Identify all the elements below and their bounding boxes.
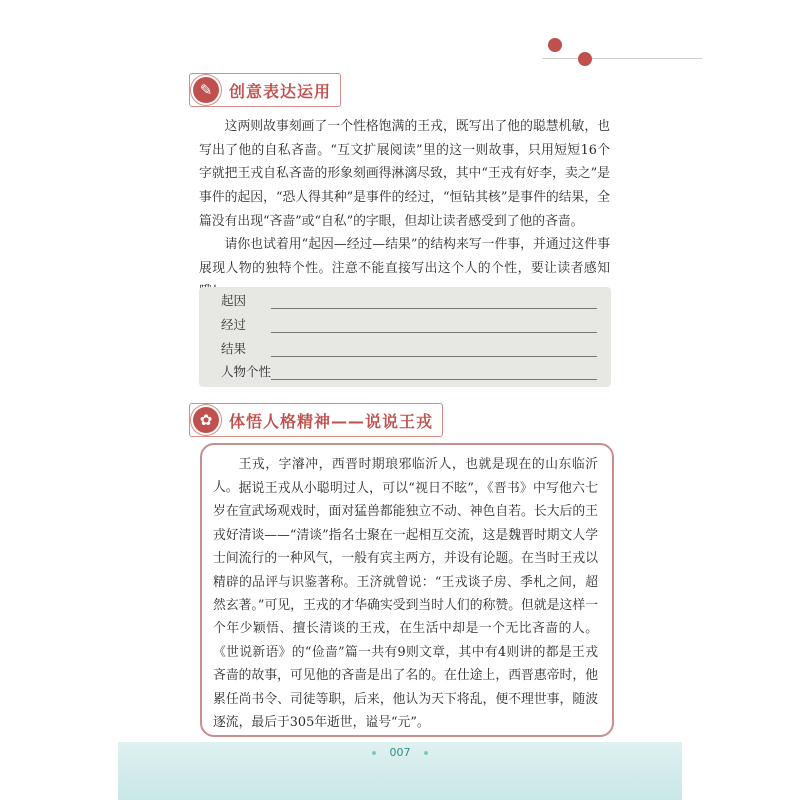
answer-line[interactable] — [271, 365, 597, 380]
brush-icon: ✎ — [193, 77, 219, 103]
answer-line[interactable] — [271, 294, 597, 309]
form-label: 起因 — [221, 293, 247, 308]
answer-line[interactable] — [271, 342, 597, 357]
header-seal-icon — [578, 52, 592, 66]
answer-line[interactable] — [271, 318, 597, 333]
flower-icon: ✿ — [193, 407, 219, 433]
form-label: 经过 — [221, 317, 247, 332]
section-heading-personality — [193, 407, 433, 433]
heading-frame — [189, 403, 443, 437]
bio-paragraph: 王戎，字濬冲，西晋时期琅邪临沂人，也就是现在的山东临沂人。 — [213, 457, 598, 496]
page-header — [542, 36, 682, 72]
body-paragraph: 请你也试着用“起因—经过—结果”的结构来写一件事，并通过这件事展现人物的独特个性。注意不能直接写出这个人的个性，要让读者感知 — [199, 237, 610, 276]
page-number: 007 — [389, 746, 411, 759]
form-label: 人物个性 — [221, 364, 272, 379]
form-row-result[interactable] — [221, 339, 597, 357]
section-title: 体悟人格精神——说说王戎 — [229, 411, 434, 431]
header-rule — [542, 58, 702, 59]
writing-form — [199, 287, 611, 387]
form-row-character[interactable] — [221, 362, 597, 380]
heading-frame — [189, 73, 341, 107]
section-heading-creative — [193, 77, 331, 103]
form-row-process[interactable] — [221, 315, 597, 333]
section-title: 创意表达运用 — [229, 81, 332, 101]
body-paragraph: 这两则故事刻画了一个性格饱满的王戎，既写出了他的聪慧机敏，也写出了他的自私吝啬。“互文扩展阅读”里的这一则故事，只用短短16个字就把王戎自私吝啬的形象刻画得淋漓尽致，其中“王戎有好李，卖之”是事件的起因，“恐人得其种”是事件的经过，“恒钻其核”是事件的结果，全篇没有出现“吝啬”或“自私”的字眼，但却让读者感受到了他的吝啬。 — [199, 119, 610, 229]
header-seal-icon — [548, 38, 562, 52]
form-label: 结果 — [221, 341, 247, 356]
bio-paragraph: 据说王戎从小聪明过人，可以“视日不眩”，《晋书》中写他六七岁在宣武场观戏时，面对猛兽都能独立不动、神色自若。长大后的王戎好清谈——“清谈”指名士聚在一起相互交流，这是魏晋时期文人学士间流行的一种风气，一般有宾主两方，并设有论题。在当时王戎以精辟的品评与识鉴著称。王济就曾说：“王戎谈子房、季札之间，超然玄著。”可见，王戎的才华确实受到当时人们的称赞。但就是这样一个年少颖悟、擅长清谈的王戎，在生活中却是一个无比吝啬的人。《世说新语》的“俭啬”篇一共有9则文章，其中有4则讲的都是王戎吝啬的故事，可见他的吝啬是出了名的。在仕途上，西晋惠帝时，他累任尚书令、司徒等职，后来，他认为天下将乱，便不理世事，随波逐流，最后于305年逝世，谥号“元”。 — [213, 481, 598, 731]
form-row-cause[interactable] — [221, 291, 597, 309]
